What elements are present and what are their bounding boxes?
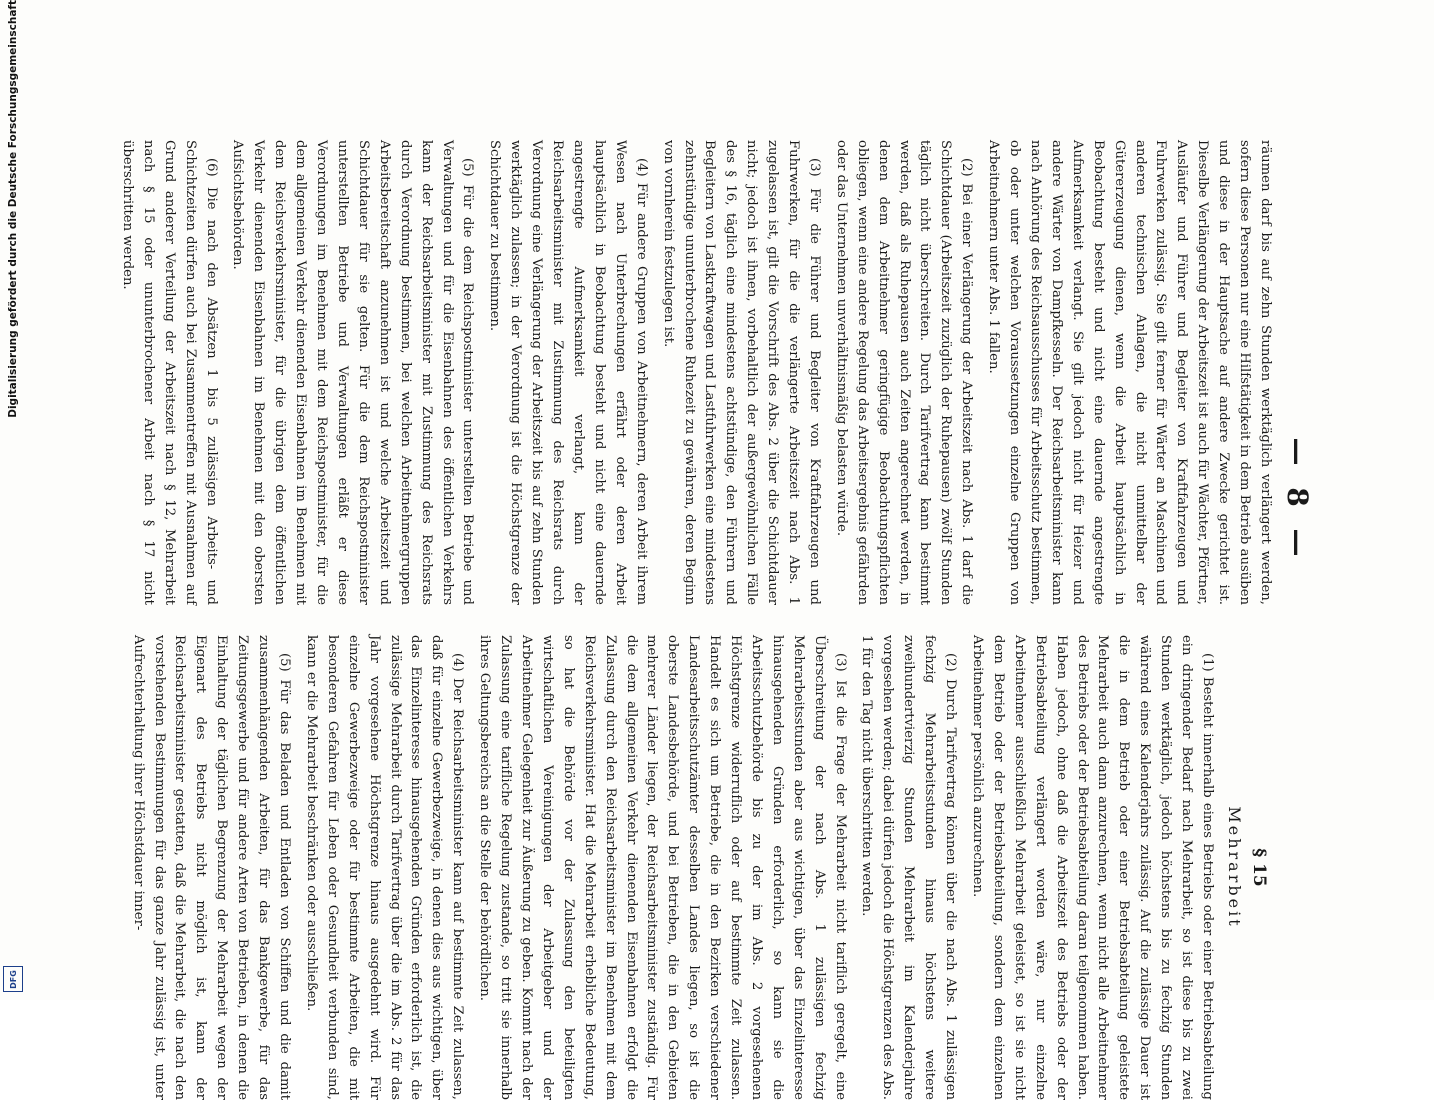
paragraph: (3) Ist die Frage der Mehrarbeit nicht tariflich geregelt, eine Überschreitung der nach Abs. 1 zulässigen fechzig Mehrarbeitsstunden aber aus wichtigen, über das Einzelinteresse hinausgehenden Gründen erforderlich, so kann sie die Arbeitsschutzbehörde bis zu der im Abs. 2 vorgesehenen Höchstgrenze widerruflich oder auf bestimmte Zeit zulassen. Handelt es sich um Betriebe, die in den Bezirken verschiedener Landesarbeitsschutzämter desselben Landes liegen, so ist die oberste Landesbehörde, und bei Betrieben, die in den Gebieten mehrerer Länder liegen, der Reichsarbeitsminister zuständig. Für die dem allgemeinen Verkehr dienenden Eisenbahnen erfolgt die Zulassung durch den Reichsarbeitsminister im Benehmen mit dem Reichsverkehrsminister. Hat die Mehrarbeit erhebliche Bedeutung, so hat die Behörde vor der Zulassung den beteiligten wirtschaftlichen Vereinigungen der Arbeitgeber und der Arbeitnehmer Gelegenheit zur Äußerung zu geben. Kommt nach der Zulassung eine tarifliche Regelung zustande, so tritt sie innerhalb ihres Geltungsbereichs an die Stelle der behördlichen. <box>477 635 848 1100</box>
paragraph: (4) Für andere Gruppen von Arbeitnehmern, deren Arbeit ihrem Wesen nach Unterbrechungen erfährt oder deren Arbeit hauptsächlich in Beobachtung besteht und nicht eine dauernde angestrengte Aufmerksamkeit verlangt, kann der Reichsarbeitsminister mit Zustimmung des Reichsrats durch Verordnung eine Verlängerung der Arbeitszeit bis auf zehn Stunden werktäglich zulassen; in der Verordnung ist die Höchstgrenze der Schichtdauer zu bestimmen. <box>487 140 649 605</box>
paragraph: (3) Für die Führer und Begleiter von Kraftfahrzeugen und Fuhrwerken, für die die verlängerte Arbeitszeit nach Abs. 1 zugelassen ist, gilt die Vorschrift des Abs. 2 über die Schichtdauer nicht; jedoch ist ihnen, vorbehaltlich der außergewöhnlichen Fälle des § 16, täglich eine mindestens achtstündige, den Führern und Begleitern von Lastkraftwagen und Lastfuhrwerken eine mindestens zehnstündige ununterbrochene Ruhezeit zu gewähren, deren Beginn von vornherein festzulegen ist. <box>660 140 822 605</box>
paragraph: (5) Für die dem Reichspostminister unterstellten Betriebe und Verwaltungen und für die Eisenbahnen des öffentlichen Verkehrs kann der Reichsarbeitsminister mit Zustimmung des Reichsrats durch Verordnung bestimmen, bei welchen Arbeitnehmergruppen Arbeitsbereitschaft anzunehmen ist und welche Arbeitszeit und Schichtdauer für sie gelten. Für die dem Reichspostminister unterstellten Betriebe und Verwaltungen erläßt er diese Verordnungen im Benehmen mit dem Reichspostminister, für die dem allgemeinen Verkehr dienenden Eisenbahnen im Benehmen mit dem Reichsverkehrsminister, für die übrigen dem öffentlichen Verkehr dienenden Eisenbahnen im Benehmen mit den obersten Aufsichtsbehörden. <box>230 140 476 605</box>
paragraph: (2) Bei einer Verlängerung der Arbeitszeit nach Abs. 1 darf die Schichtdauer (Arbeitszeit zuzüglich der Ruhepausen) zwölf Stunden täglich nicht überschreiten. Durch Tarifvertrag kann bestimmt werden, daß als Ruhepausen auch Zeiten angerechnet werden, in denen dem Arbeitnehmer geringfügige Beobachtungspflichten obliegen, wenn eine andere Regelung das Arbeitsergebnis gefährden oder das Unternehmen unverhältnismäßig belasten würde. <box>833 140 975 605</box>
right-text-column <box>121 635 1275 1100</box>
digitization-credit-strip <box>0 0 26 1000</box>
section-title: Mehrarbeit <box>1225 806 1244 929</box>
paragraph: (4) Der Reichsarbeitsminister kann auf bestimmte Zeit zulassen, daß für einzelne Gewerbezweige, in denen dies aus wichtigen, über das Einzelinteresse hinausgehenden Gründen erforderlich ist, die zulässige Mehrarbeit durch Tarifvertrag über die im Abs. 2 für das Jahr vorgesehene Höchstgrenze hinaus ausgedehnt wird. Für einzelne Gewerbezweige oder für bestimmte Arbeiten, die mit besonderen Gefahren für Leben oder Gesundheit verbunden sind, kann er die Mehrarbeit beschränken oder ausschließen. <box>303 635 466 1100</box>
page-number: — 8 — <box>1281 437 1314 563</box>
left-text-column <box>110 140 1275 605</box>
paragraph: (2) Durch Tarifvertrag können über die nach Abs. 1 zulässigen fechzig Mehrarbeitsstunden hinaus höchstens weitere zweihundertvierzig Stunden Mehrarbeit im Kalenderjahre vorgesehen werden; dabei dürfen jedoch die Höchstgrenzen des Abs. 1 für den Tag nicht überschritten werden. <box>859 635 959 1100</box>
paragraph: (6) Die nach den Absätzen 1 bis 5 zulässigen Arbeits- und Schichtzeiten dürfen auch bei Zusammentreffen mit Ausnahmen auf Grund anderer Verteilung der Arbeitszeit nach § 12, Mehrarbeit nach § 15 oder ununterbrochener Arbeit nach § 17 nicht überschritten werden. <box>119 140 219 605</box>
digitization-credit-text: Digitalisierung gefördert durch die Deutsche Forschungsgemeinschaft <box>7 0 19 418</box>
section-number: § 15 <box>1249 848 1269 887</box>
paragraph: räumen darf bis auf zehn Stunden werktäglich verlängert werden, sofern diese Personen nur eine Hilfstätigkeit in dem Betrieb ausüben und diese in der Hauptsache auf andere Zwecke gerichtet ist. Dieselbe Verlängerung der Arbeitszeit ist auch für Wächter, Pförtner, Ausläufer und Führer und Begleiter von Kraftfahrzeugen und Fuhrwerken zulässig. Sie gilt ferner für Wärter an Maschinen und anderen technischen Anlagen, die nicht unmittelbar der Gütererzeugung dienen, wenn die Arbeit hauptsächlich in Beobachtung besteht und nicht eine dauernde angestrengte Aufmerksamkeit verlangt. Sie gilt jedoch nicht für Heizer und andere Wärter von Dampfkesseln. Der Reichsarbeitsminister kann nach Anhörung des Reichsausschusses für Arbeitsschutz bestimmen, ob oder unter welchen Voraussetzungen einzelne Gruppen von Arbeitnehmern unter Abs. 1 fallen. <box>986 140 1273 605</box>
dfg-logo <box>3 966 23 992</box>
paragraph: (5) Für das Beladen und Entladen von Schiffen und die damit zusammenhängenden Arbeiten, für das Bankgewerbe, für das Zeitungsgewerbe und für andere Arten von Betrieben, in denen die Einhaltung der täglichen Begrenzung der Mehrarbeit wegen der Eigenart des Betriebs nicht möglich ist, kann der Reichsarbeitsminister gestatten, daß die Mehrarbeit, die nach den vorstehenden Bestimmungen für das ganze Jahr zulässig ist, unter Aufrechterhaltung ihrer Höchstdauer inner- <box>130 635 293 1100</box>
dfg-logo-text: DFG <box>8 969 18 989</box>
paragraph: (1) Besteht innerhalb eines Betriebs oder einer Betriebsabteilung ein dringender Bedarf nach Mehrarbeit, so ist diese bis zu zwei Stunden werktäglich, jedoch höchstens bis zu fechzig Stunden während eines Kalenderjahrs zulässig. Auf die zulässige Dauer ist die in dem Betrieb oder einer Betriebsabteilung geleistete Mehrarbeit auch dann anzurechnen, wenn nicht alle Arbeitnehmer des Betriebs oder der Betriebsabteilung daran teilgenommen haben. Haben jedoch, ohne daß die Arbeitszeit des Betriebs oder der Betriebsabteilung verlängert worden wäre, nur einzelne Arbeitnehmer ausschließlich Mehrarbeit geleistet, so ist sie nicht dem Betrieb oder der Betriebsabteilung, sondern dem einzelnen Arbeitnehmer persönlich anzurechnen. <box>970 635 1215 1100</box>
rotated-document-sheet <box>117 0 1317 1100</box>
